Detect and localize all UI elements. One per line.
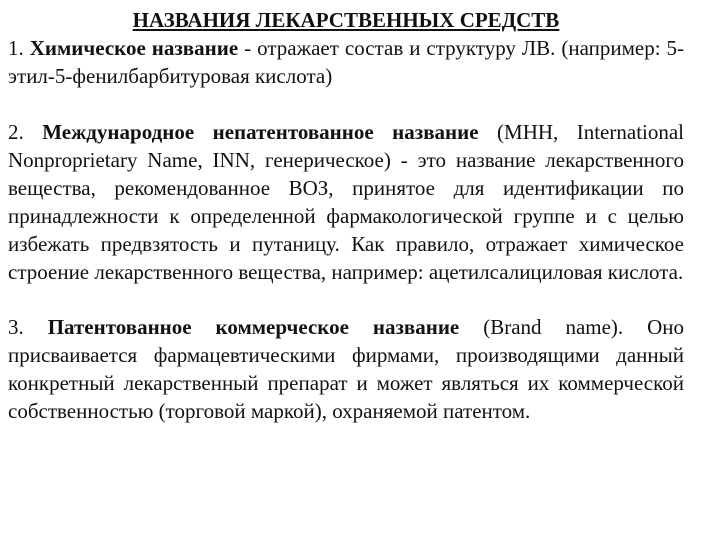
section-text: (Brand name). Оно присваивается фармацевтическими фирмами, производящими данный конкретный лекарственный препарат и может являться их коммерческой собственностью (торговой маркой), охраняемой патентом. (8, 315, 685, 423)
section-text: - отражает состав и структуру ЛВ. (например: 5-этил-5-фенилбарбитуровая кислота) (8, 36, 685, 88)
slide-title: НАЗВАНИЯ ЛЕКАРСТВЕННЫХ СРЕДСТВ (132, 8, 560, 32)
section-number: 2. (8, 120, 24, 144)
section-number: 3. (8, 315, 24, 339)
term-inn: Международное непатентованное название (42, 120, 479, 144)
section-number: 1. (8, 36, 24, 60)
term-brand-name: Патентованное коммерческое название (47, 315, 460, 339)
term-chemical-name: Химическое название (29, 36, 239, 60)
section-brand-name (8, 313, 684, 425)
section-chemical-name (8, 34, 684, 90)
section-text: (МНН, International Nonproprietary Name, INN, генерическое) - это название лекарственного вещества, рекомендованное ВОЗ, принятое для идентификации по принадлежности к определенной фармакологической группе и с целью избежать предвзятость и путаницу. Как правило, отражает химическое строение лекарственного вещества, например: ацетилсалициловая кислота. (8, 120, 685, 284)
section-inn (8, 118, 684, 286)
